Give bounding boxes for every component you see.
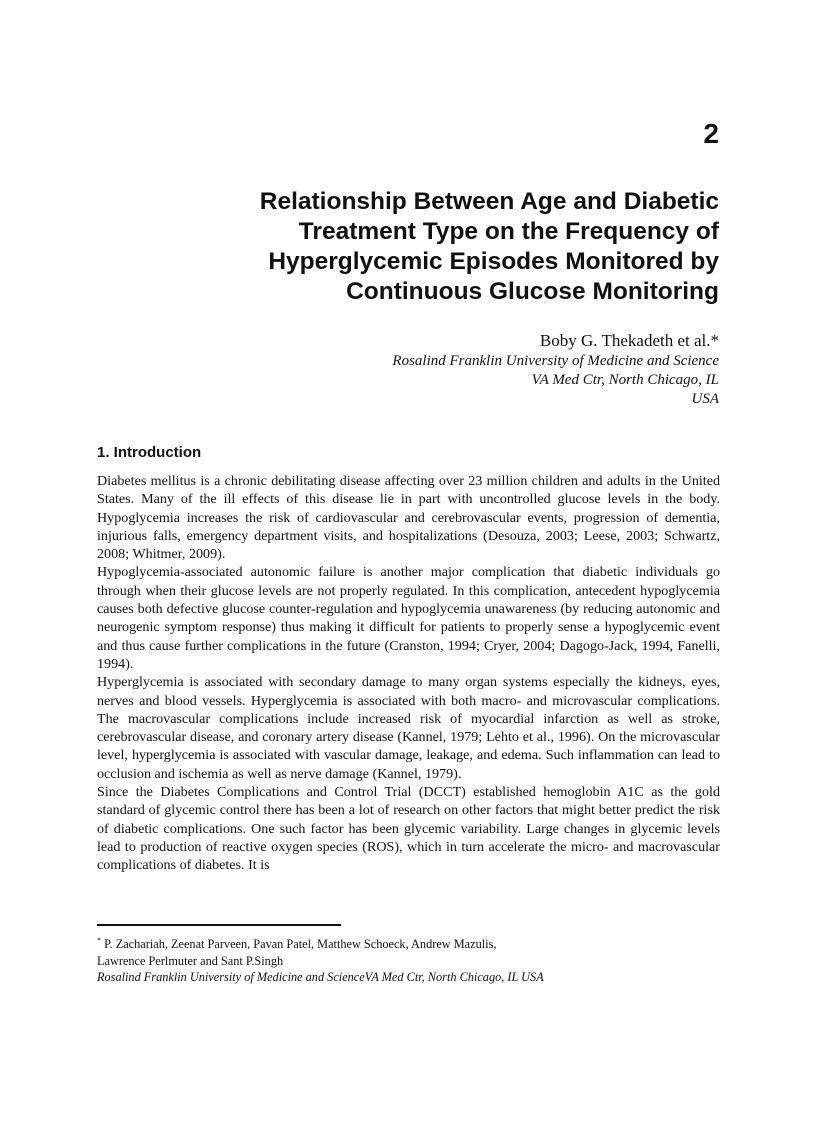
footnote-line: Rosalind Franklin University of Medicine and ScienceVA Med Ctr, North Chicago, IL USA — [97, 970, 544, 985]
affiliation — [392, 352, 719, 409]
title-line: Hyperglycemic Episodes Monitored by — [268, 248, 719, 275]
paragraph: Diabetes mellitus is a chronic debilitating disease affecting over 23 million children and adults in the United States. Many of the ill effects of this disease lie in part with uncontrolled glucose levels in the body. Hypoglycemia increases the risk of cardiovascular and cerebrovascular events, progression of dementia, injurious falls, emergency department visits, and hospitalizations (Desouza, 2003; Leese, 2003; Schwartz, 2008; Whitmer, 2009). — [97, 473, 720, 563]
affiliation-line: Rosalind Franklin University of Medicine and Science — [392, 353, 719, 369]
footnote — [97, 933, 720, 986]
footnote-text: P. Zachariah, Zeenat Parveen, Pavan Patel, Matthew Schoeck, Andrew Mazulis, — [104, 937, 497, 952]
paragraph: Hypoglycemia-associated autonomic failure is another major complication that diabetic individuals go through when their glucose levels are not properly regulated. In this complication, antecedent hypoglycemia causes both defective glucose counter-regulation and hypoglycemia unawareness (by reducing autonomic and neurogenic symptom response) thus making it difficult for patients to properly sense a hypoglycemic event and thus cause further complications in the future (Cranston, 1994; Cryer, 2004; Dagogo-Jack, 1994, Fanelli, 1994). — [97, 564, 720, 672]
authors: Boby G. Thekadeth et al.* — [539, 331, 719, 350]
paragraph: Hyperglycemia is associated with secondary damage to many organ systems especially the kidneys, eyes, nerves and blood vessels. Hyperglycemia is associated with both macro- and microvascular complications. The macrovascular complications include increased risk of myocardial infarction as well as stroke, cerebrovascular disease, and coronary artery disease (Kannel, 1979; Lehto et al., 1996). On the microvascular level, hyperglycemia is associated with vascular damage, leakage, and edema. Such inflammation can lead to occlusion and ischemia as well as nerve damage (Kannel, 1979). — [97, 674, 720, 782]
paragraph: Since the Diabetes Complications and Control Trial (DCCT) established hemoglobin A1C as the gold standard of glycemic control there has been a lot of research on other factors that might better predict the risk of diabetic complications. One such factor has been glycemic variability. Large changes in glycemic levels lead to production of reactive oxygen species (ROS), which in turn accelerate the micro- and macrovascular complications of diabetes. It is — [97, 784, 720, 874]
title-line: Relationship Between Age and Diabetic — [259, 188, 719, 215]
title-line: Treatment Type on the Frequency of — [298, 218, 719, 245]
affiliation-line: VA Med Ctr, North Chicago, IL — [531, 372, 719, 388]
section-heading: 1. Introduction — [97, 444, 202, 461]
footnote-line: Lawrence Perlmuter and Sant P.Singh — [97, 953, 284, 968]
body-text — [97, 472, 720, 875]
chapter-title — [180, 187, 719, 307]
footnote-line — [97, 933, 720, 953]
chapter-number: 2 — [703, 118, 719, 149]
footnote-marker: * — [97, 936, 101, 945]
footnote-divider — [97, 924, 341, 926]
affiliation-line: USA — [691, 391, 719, 407]
title-line: Continuous Glucose Monitoring — [346, 278, 719, 305]
